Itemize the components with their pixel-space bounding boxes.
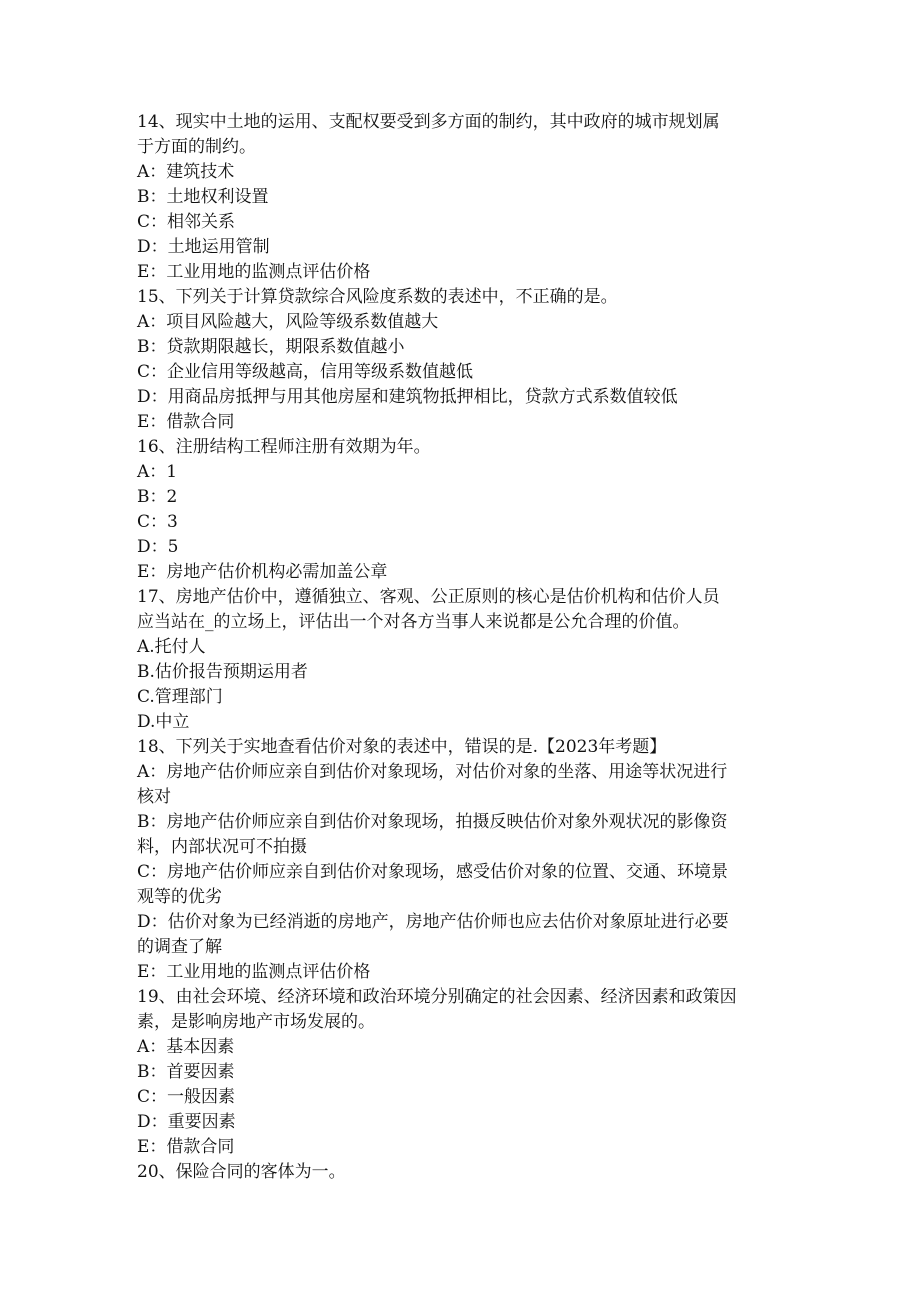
option-text: D：用商品房抵押与用其他房屋和建筑物抵押相比，贷款方式系数值较低 [137, 387, 678, 407]
option-d [137, 535, 787, 560]
option-a [137, 460, 787, 485]
option-c [137, 510, 787, 535]
option-text: D.中立 [137, 712, 190, 732]
option-text: 核对 [137, 787, 171, 807]
document-page [137, 110, 787, 1185]
option-text: E：借款合同 [137, 412, 235, 432]
option-text: A：建筑技术 [137, 162, 235, 182]
option-d [137, 235, 787, 260]
option-text: B：贷款期限越长，期限系数值越小 [137, 337, 405, 357]
question-14 [137, 110, 787, 285]
option-text: B.估价报告预期运用者 [137, 662, 308, 682]
question-text: 于方面的制约。 [137, 137, 256, 157]
option-e [137, 960, 787, 985]
option-c [137, 360, 787, 385]
option-b [137, 810, 787, 860]
option-a [137, 635, 787, 660]
option-text: B：房地产估价师应亲自到估价对象现场，拍摄反映估价对象外观状况的影像资 [137, 812, 728, 832]
option-d [137, 1110, 787, 1135]
option-a [137, 760, 787, 810]
option-a [137, 1035, 787, 1060]
option-text: D：重要因素 [137, 1112, 236, 1132]
option-e [137, 560, 787, 585]
option-text: B：土地权利设置 [137, 187, 269, 207]
option-text: B：2 [137, 487, 178, 507]
question-text: 18、下列关于实地查看估价对象的表述中，错误的是.【2023年考题】 [137, 737, 667, 757]
question-text: 17、房地产估价中，遵循独立、客观、公正原则的核心是估价机构和估价人员 [137, 587, 720, 607]
question-text: 20、保险合同的客体为一。 [137, 1162, 346, 1182]
option-text: A：项目风险越大，风险等级系数值越大 [137, 312, 439, 332]
question-20 [137, 1160, 787, 1185]
option-text: D：5 [137, 537, 179, 557]
question-18 [137, 735, 787, 985]
question-text: 应当站在_的立场上，评估出一个对各方当事人来说都是公允合理的价值。 [137, 612, 690, 632]
option-c [137, 860, 787, 910]
option-text: D：土地运用管制 [137, 237, 270, 257]
question-text: 16、注册结构工程师注册有效期为年。 [137, 437, 431, 457]
question-17 [137, 585, 787, 735]
question-text: 19、由社会环境、经济环境和政治环境分别确定的社会因素、经济因素和政策因 [137, 987, 737, 1007]
option-text: C：相邻关系 [137, 212, 236, 232]
option-text: E：工业用地的监测点评估价格 [137, 262, 371, 282]
question-16 [137, 435, 787, 585]
question-text: 15、下列关于计算贷款综合风险度系数的表述中，不正确的是。 [137, 287, 618, 307]
question-text: 14、现实中土地的运用、支配权要受到多方面的制约，其中政府的城市规划属 [137, 112, 720, 132]
option-text: E：借款合同 [137, 1137, 235, 1157]
option-text: C：房地产估价师应亲自到估价对象现场，感受估价对象的位置、交通、环境景 [137, 862, 729, 882]
option-text: A：房地产估价师应亲自到估价对象现场，对估价对象的坐落、用途等状况进行 [137, 762, 728, 782]
option-b [137, 660, 787, 685]
option-a [137, 160, 787, 185]
option-e [137, 410, 787, 435]
option-c [137, 685, 787, 710]
option-text: 料，内部状况可不拍摄 [137, 837, 307, 857]
option-text: A：1 [137, 462, 178, 482]
question-15 [137, 285, 787, 435]
option-b [137, 485, 787, 510]
option-text: 观等的优劣 [137, 887, 222, 907]
option-d [137, 910, 787, 960]
option-b [137, 1060, 787, 1085]
option-text: C.管理部门 [137, 687, 223, 707]
option-text: B：首要因素 [137, 1062, 235, 1082]
option-text: E：房地产估价机构必需加盖公章 [137, 562, 388, 582]
option-b [137, 185, 787, 210]
question-19 [137, 985, 787, 1160]
option-d [137, 385, 787, 410]
option-d [137, 710, 787, 735]
option-text: A：基本因素 [137, 1037, 235, 1057]
option-text: 的调查了解 [137, 937, 222, 957]
option-e [137, 260, 787, 285]
option-text: C：3 [137, 512, 178, 532]
option-text: D：估价对象为已经消逝的房地产，房地产估价师也应去估价对象原址进行必要 [137, 912, 729, 932]
option-b [137, 335, 787, 360]
option-text: E：工业用地的监测点评估价格 [137, 962, 371, 982]
option-c [137, 1085, 787, 1110]
option-a [137, 310, 787, 335]
option-text: C：一般因素 [137, 1087, 236, 1107]
question-text: 素，是影响房地产市场发展的。 [137, 1012, 375, 1032]
option-text: C：企业信用等级越高，信用等级系数值越低 [137, 362, 474, 382]
option-e [137, 1135, 787, 1160]
option-text: A.托付人 [137, 637, 206, 657]
option-c [137, 210, 787, 235]
